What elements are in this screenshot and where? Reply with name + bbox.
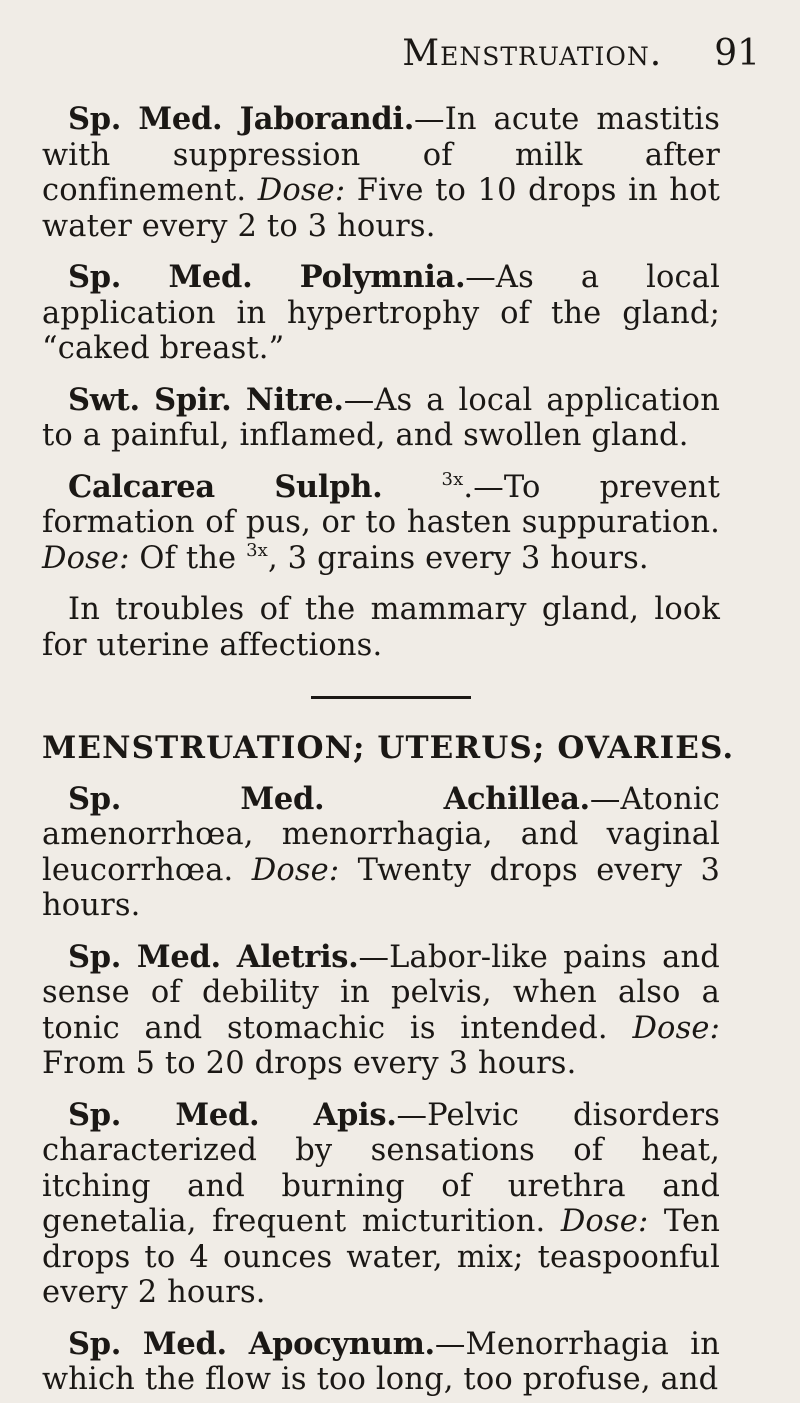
entry-jaborandi	[42, 102, 720, 244]
remedy-description: —Atonic amenorrhœa, menorrhagia, and vaginal leucorrhœa.	[42, 781, 720, 888]
remedy-name: Sp. Med. Polymnia.	[68, 259, 466, 295]
remedy-name: Sp. Med. Apocynum.	[68, 1325, 435, 1362]
remedy-name: Sp. Med. Achillea.	[68, 780, 590, 817]
dose-text: From 5 to 20 drops every 3 hours.	[42, 1046, 577, 1081]
entry-apocynum	[42, 1327, 720, 1398]
entry-polymnia	[42, 260, 720, 367]
remedy-description: .—To prevent formation of pus, or to hasten suppuration.	[42, 469, 720, 540]
potency-superscript: 3x	[441, 468, 464, 490]
page-number: 91	[714, 33, 760, 74]
remedy-description: —As a local application to a painful, inflamed, and swollen gland.	[42, 382, 720, 453]
dose-text: Twenty drops every 3 hours.	[42, 852, 720, 923]
dose-label: Dose:	[632, 1010, 720, 1046]
remedy-description: —Pelvic disorders characterized by sensations of heat, itching and burning of urethra and genetalia, frequent micturition.	[42, 1097, 720, 1239]
entry-spir-nitre	[42, 383, 720, 454]
entry-calcarea-sulph	[42, 470, 720, 577]
remedy-name: Swt. Spir. Nitre.	[68, 381, 344, 418]
entry-achillea	[42, 782, 720, 924]
dose-label: Dose:	[42, 540, 130, 576]
dose-potency-superscript: 3x	[246, 539, 268, 561]
remedy-name: Sp. Med. Aletris.	[68, 938, 359, 975]
page-body	[42, 101, 735, 1398]
section-divider	[42, 696, 720, 699]
dose-text: Ten drops to 4 ounces water, mix; teaspoonful every 2 hours.	[42, 1204, 720, 1310]
dose-label: Dose:	[257, 173, 346, 208]
entry-aletris	[42, 940, 720, 1082]
dose-text: , 3 grains every 3 hours.	[267, 540, 649, 576]
divider-rule	[311, 696, 471, 699]
dose-label: Dose:	[560, 1204, 649, 1239]
running-head: Menstruation.	[402, 33, 663, 74]
remedy-name: Sp. Med. Jaborandi.	[68, 101, 415, 137]
entry-apis	[42, 1098, 720, 1311]
remedy-description: —In acute mastitis with suppression of milk after confinement.	[42, 102, 720, 208]
dose-prefix: Of the	[129, 540, 247, 576]
remedy-description: —Menorrhagia in which the flow is too long, too profuse, and	[42, 1326, 720, 1397]
remedy-name: Sp. Med. Apis.	[68, 1096, 397, 1133]
note-text: In troubles of the mammary gland, look for uterine affections.	[42, 592, 720, 663]
section-heading: MENSTRUATION; UTERUS; OVARIES.	[42, 730, 735, 766]
remedy-description: —As a local application in hypertrophy of the gland; “caked breast.”	[42, 260, 720, 366]
remedy-description: —Labor-like pains and sense of debility in pelvis, when also a tonic and stomachic is intended.	[42, 939, 720, 1046]
dose-text: Five to 10 drops in hot water every 2 to 3 hours.	[42, 173, 720, 244]
mammary-note	[42, 592, 720, 663]
page-header	[0, 34, 760, 74]
dose-label: Dose:	[251, 852, 340, 888]
remedy-name: Calcarea Sulph.	[68, 468, 383, 505]
